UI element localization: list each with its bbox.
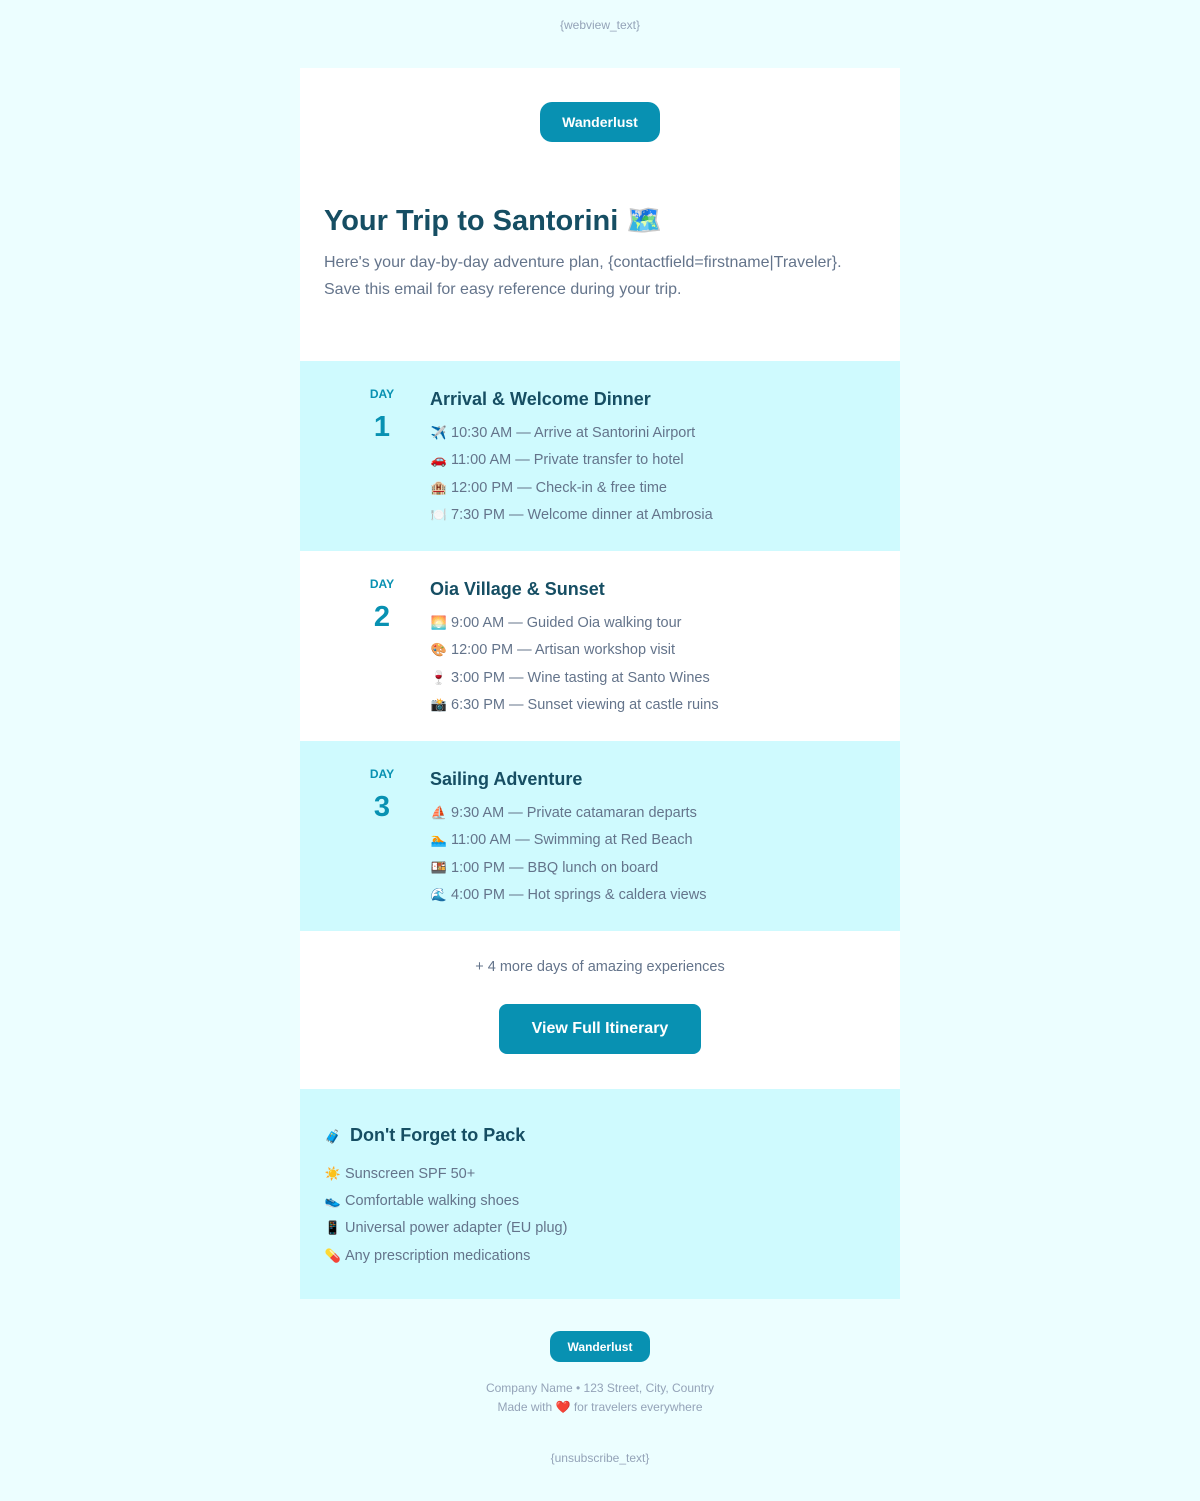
swimmer-icon: 🏊 (430, 832, 448, 848)
packing-item (324, 1164, 567, 1191)
activity-text: 12:00 PM — Artisan workshop visit (451, 642, 676, 659)
activity-text: 11:00 AM — Swimming at Red Beach (451, 832, 693, 849)
activity-list (430, 803, 706, 912)
activity-item (430, 858, 706, 885)
activity-item (430, 640, 719, 667)
day-section-2 (300, 551, 900, 741)
packing-title-text: Don't Forget to Pack (350, 1125, 526, 1145)
activity-item (430, 668, 719, 695)
day-number: 2 (373, 601, 391, 633)
packing-title (324, 1125, 525, 1146)
footer-made-with (0, 1400, 1200, 1414)
view-itinerary-button[interactable]: View Full Itinerary (499, 1004, 701, 1054)
activity-text: 7:30 PM — Welcome dinner at Ambrosia (451, 506, 713, 523)
activity-text: 3:00 PM — Wine tasting at Santo Wines (451, 669, 710, 686)
made-with-prefix: Made with (497, 1400, 553, 1414)
brand-logo[interactable]: Wanderlust (540, 102, 660, 142)
day-number: 1 (373, 411, 391, 443)
sun-icon: ☀️ (324, 1166, 342, 1181)
palette-icon: 🎨 (430, 642, 448, 658)
bento-icon: 🍱 (430, 859, 448, 875)
packing-item (324, 1246, 567, 1273)
plate-icon: 🍽️ (430, 506, 448, 522)
sailboat-icon: ⛵ (430, 805, 448, 820)
activity-text: 9:30 AM — Private catamaran departs (451, 805, 697, 821)
activity-item (430, 450, 713, 477)
activity-text: 10:30 AM — Arrive at Santorini Airport (451, 425, 696, 441)
activity-text: 12:00 PM — Check-in & free time (451, 479, 667, 496)
packing-item (324, 1218, 567, 1245)
day-label: DAY (369, 767, 395, 781)
packing-item-text: Sunscreen SPF 50+ (345, 1166, 476, 1182)
wine-glass-icon: 🍷 (430, 669, 448, 685)
packing-item-text: Any prescription medications (345, 1247, 531, 1264)
activity-text: 6:30 PM — Sunset viewing at castle ruins (451, 696, 719, 713)
map-icon: 🗺️ (626, 205, 663, 237)
activity-item (430, 695, 719, 722)
activity-item (430, 885, 706, 912)
pill-icon: 💊 (324, 1247, 342, 1263)
activity-text: 1:00 PM — BBQ lunch on board (451, 859, 659, 876)
packing-section (300, 1089, 900, 1299)
footer-address: Company Name • 123 Street, City, Country (485, 1381, 715, 1395)
activity-item (430, 423, 713, 450)
activity-list (430, 613, 719, 722)
day-section-3 (300, 741, 900, 931)
webview-link[interactable]: {webview_text} (559, 18, 641, 32)
page-title (324, 204, 662, 238)
activity-item (430, 613, 719, 640)
phone-icon: 📱 (324, 1220, 342, 1236)
day-number: 3 (373, 791, 391, 823)
packing-item-text: Universal power adapter (EU plug) (345, 1220, 568, 1237)
day-title: Oia Village & Sunset (430, 579, 605, 599)
unsubscribe-link[interactable]: {unsubscribe_text} (550, 1451, 650, 1465)
made-with-suffix: for travelers everywhere (573, 1400, 703, 1414)
camera-icon: 📸 (430, 696, 448, 712)
packing-item-text: Comfortable walking shoes (345, 1193, 520, 1210)
packing-item (324, 1191, 567, 1218)
email-header (300, 68, 900, 361)
packing-list (324, 1164, 567, 1273)
day-title: Sailing Adventure (430, 769, 583, 789)
email-card (300, 68, 900, 1299)
day-label: DAY (369, 387, 395, 401)
wave-icon: 🌊 (430, 886, 448, 902)
sunrise-icon: 🌅 (430, 615, 448, 630)
day-label: DAY (369, 577, 395, 591)
airplane-icon: ✈️ (430, 425, 448, 440)
more-days-section (300, 931, 900, 1089)
footer-logo[interactable]: Wanderlust (550, 1331, 650, 1362)
day-title: Arrival & Welcome Dinner (430, 389, 651, 409)
shoe-icon: 👟 (324, 1193, 342, 1209)
page-title-text: Your Trip to Santorini (324, 205, 619, 237)
luggage-icon: 🧳 (324, 1129, 342, 1144)
activity-item (430, 803, 706, 830)
hotel-icon: 🏨 (430, 479, 448, 495)
activity-text: 9:00 AM — Guided Oia walking tour (451, 615, 682, 631)
more-days-text: + 4 more days of amazing experiences (475, 959, 725, 975)
activity-text: 4:00 PM — Hot springs & caldera views (451, 886, 707, 903)
activity-list (430, 423, 713, 532)
activity-item (430, 505, 713, 532)
activity-text: 11:00 AM — Private transfer to hotel (451, 452, 684, 469)
heart-icon: ❤️ (555, 1400, 571, 1414)
day-section-1 (300, 361, 900, 551)
intro-text: Here's your day-by-day adventure plan, {contactfield=firstname|Traveler}. Save this email for easy reference during your trip. (324, 254, 842, 298)
activity-item (430, 830, 706, 857)
activity-item (430, 478, 713, 505)
car-icon: 🚗 (430, 452, 448, 468)
